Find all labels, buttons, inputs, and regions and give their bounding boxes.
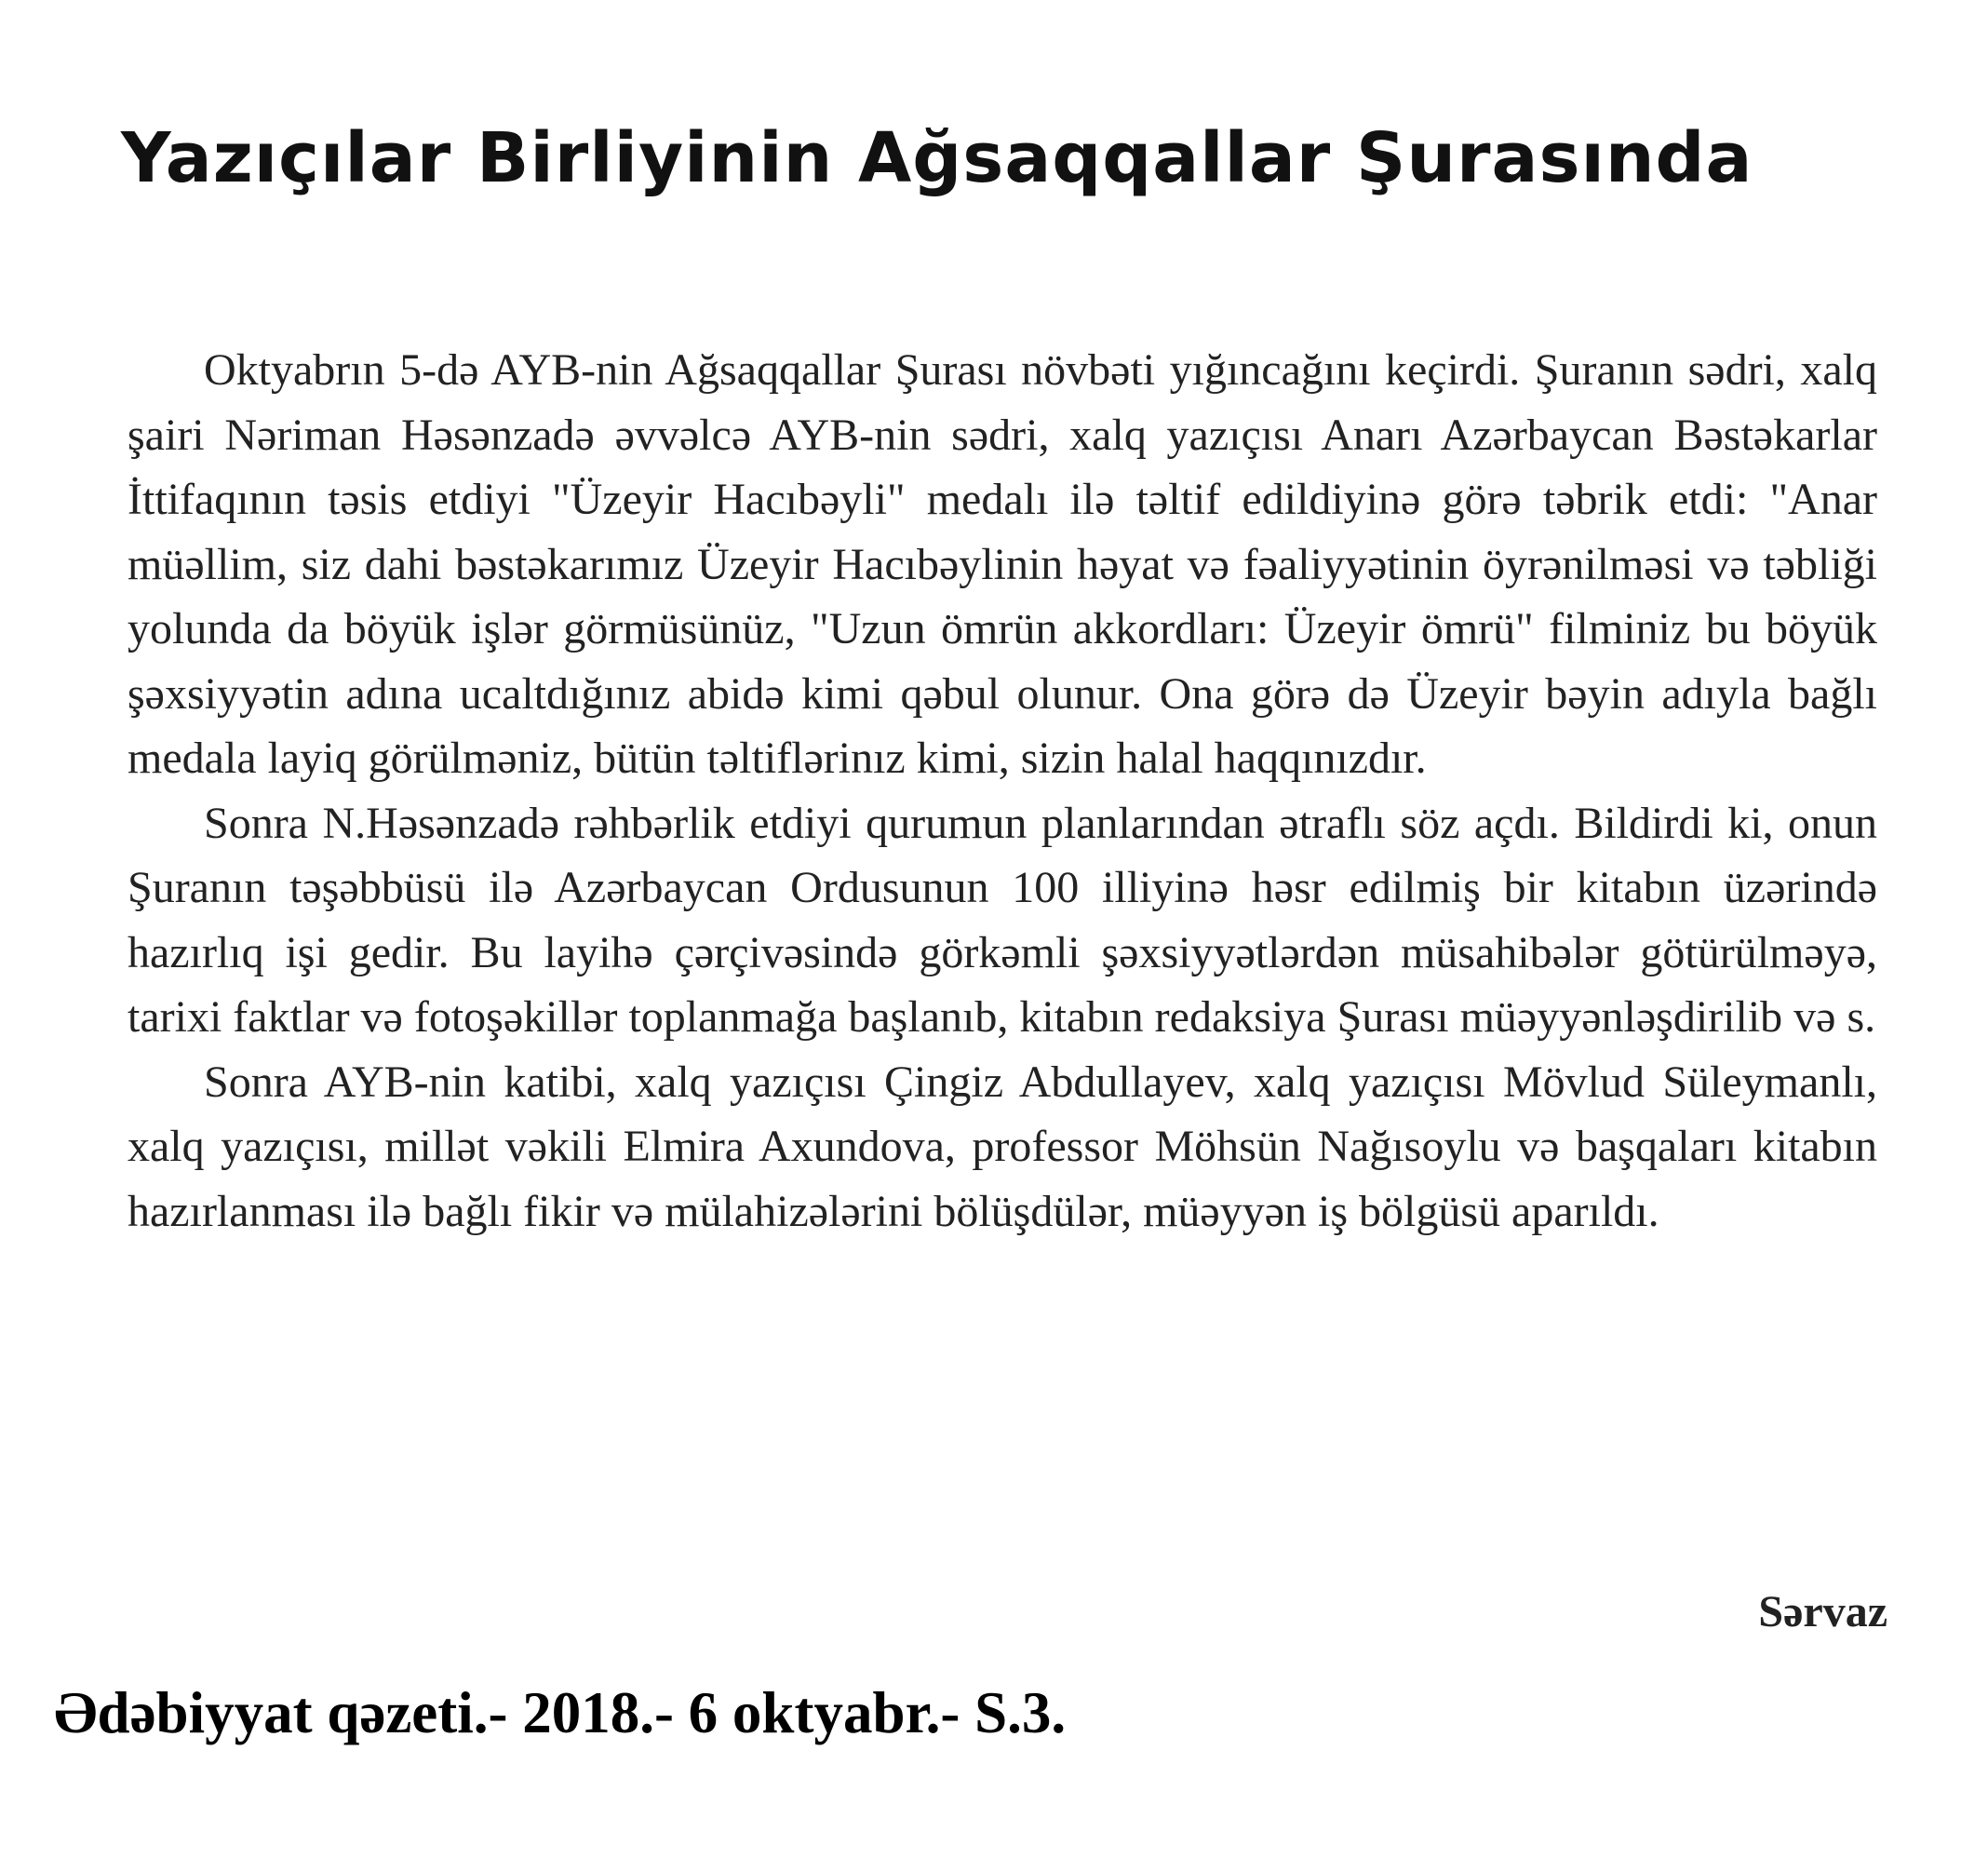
article-body xyxy=(128,338,1877,1244)
article-paragraph-2: Sonra N.Həsənzadə rəhbərlik etdiyi qurumun planlarından ətraflı söz açdı. Bildirdi ki, onun Şuranın təşəbbüsü ilə Azərbaycan Ordusunun 100 illiyinə həsr edilmiş bir kitabın üzərində hazırlıq işi gedir. Bu layihə çərçivəsində görkəmli şəxsiyyətlərdən müsahibələr götürülməyə, tarixi faktlar və fotoşəkillər toplanmağa başlanıb, kitabın redaksiya Şurası müəyyənləşdirilib və s. xyxy=(128,798,1877,1042)
source-citation: Ədəbiyyat qəzeti.- 2018.- 6 oktyabr.- S.3. xyxy=(54,1680,1067,1745)
author-signature: Sərvaz xyxy=(1758,1587,1887,1636)
article-paragraph-1: Oktyabrın 5-də AYB-nin Ağsaqqallar Şurası növbəti yığıncağını keçirdi. Şuranın sədri, xalq şairi Nəriman Həsənzadə əvvəlcə AYB-nin sədri, xalq yazıçısı Anarı Azərbaycan Bəstəkarlar İttifaqının təsis etdiyi "Üzeyir Hacıbəyli" medalı ilə təltif edildiyinə görə təbrik etdi: "Anar müəllim, siz dahi bəstəkarımız Üzeyir Hacıbəylinin həyat və fəaliyyətinin öyrənilməsi və təbliği yolunda da böyük işlər görmüsünüz, "Uzun ömrün akkordları: Üzeyir ömrü" filminiz bu böyük şəxsiyyətin adına ucaltdığınız abidə kimi qəbul olunur. Ona görə də Üzeyir bəyin adıyla bağlı medala layiq görülməniz, bütün təltiflərinız kimi, sizin halal haqqınızdır. xyxy=(128,345,1877,783)
article-headline: Yazıçılar Birliyinin Ağsaqqallar Şurasında xyxy=(121,118,1753,198)
article-paragraph-3: Sonra AYB-nin katibi, xalq yazıçısı Çingiz Abdullayev, xalq yazıçısı Mövlud Süleymanlı, xalq yazıçısı, millət vəkili Elmira Axundova, professor Möhsün Nağısoylu və başqaları kitabın hazırlanması ilə bağlı fikir və mülahizələrini bölüşdülər, müəyyən iş bölgüsü aparıldı. xyxy=(128,1057,1877,1236)
